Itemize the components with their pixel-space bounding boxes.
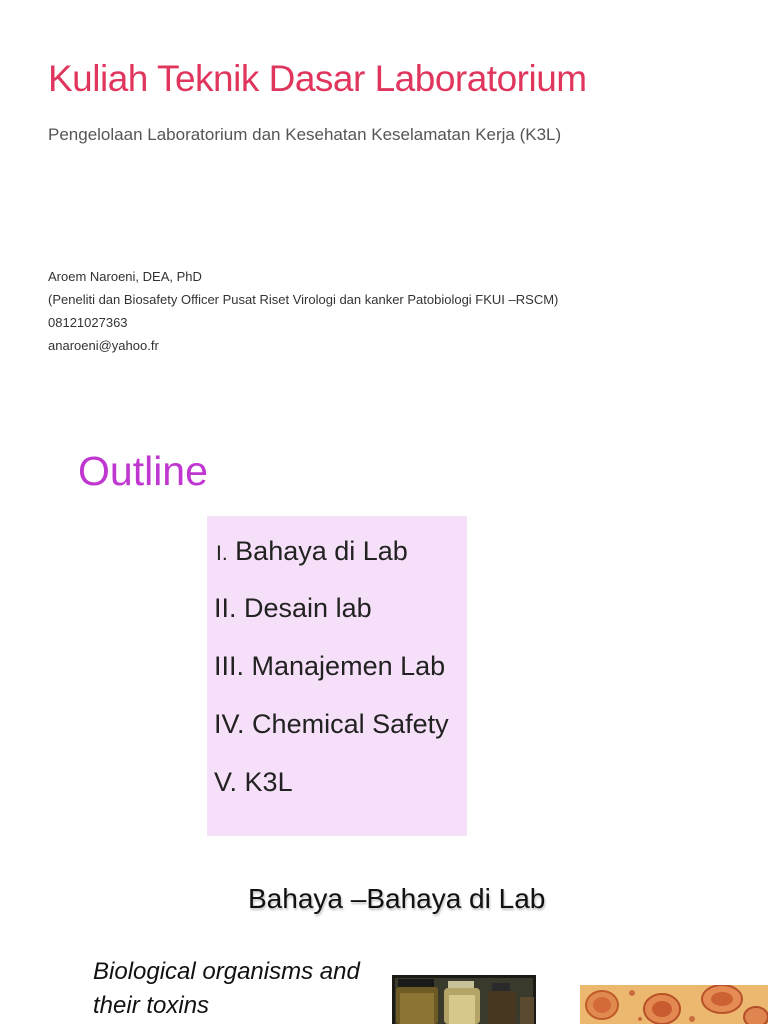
outline-item xyxy=(216,536,408,567)
outline-item-numeral: I. xyxy=(216,542,228,565)
author-affiliation: (Peneliti dan Biosafety Officer Pusat Riset Virologi dan kanker Patobiologi FKUI –RSCM) xyxy=(48,292,559,307)
outline-item xyxy=(214,651,445,682)
author-name: Aroem Naroeni, DEA, PhD xyxy=(48,269,202,284)
outline-item-numeral: IV. xyxy=(214,709,245,739)
biological-organisms-text: Biological organisms and their toxins xyxy=(93,958,360,1019)
outline-item xyxy=(214,709,449,740)
lab-bottles-image xyxy=(392,975,536,1024)
outline-item-numeral: II. xyxy=(214,593,237,623)
hazards-heading: Bahaya –Bahaya di Lab xyxy=(248,883,546,914)
author-phone: 08121027363 xyxy=(48,315,128,330)
outline-item-text: Chemical Safety xyxy=(244,709,449,739)
author-info xyxy=(48,265,558,357)
outline-item xyxy=(214,767,293,798)
slide-title: Kuliah Teknik Dasar Laboratorium xyxy=(48,58,587,99)
outline-item xyxy=(214,593,372,624)
outline-list xyxy=(207,516,467,836)
outline-item-text: K3L xyxy=(237,767,293,797)
outline-item-text: Desain lab xyxy=(236,593,372,623)
outline-item-text: Bahaya di Lab xyxy=(227,536,408,566)
author-email: anaroeni@yahoo.fr xyxy=(48,338,159,353)
outline-item-numeral: III. xyxy=(214,651,245,681)
microscope-cells-image xyxy=(580,985,768,1024)
outline-item-text: Manajemen Lab xyxy=(244,651,446,681)
outline-heading: Outline xyxy=(78,448,208,494)
outline-item-numeral: V. xyxy=(214,767,238,797)
slide-subtitle: Pengelolaan Laboratorium dan Kesehatan Keselamatan Kerja (K3L) xyxy=(48,125,562,144)
